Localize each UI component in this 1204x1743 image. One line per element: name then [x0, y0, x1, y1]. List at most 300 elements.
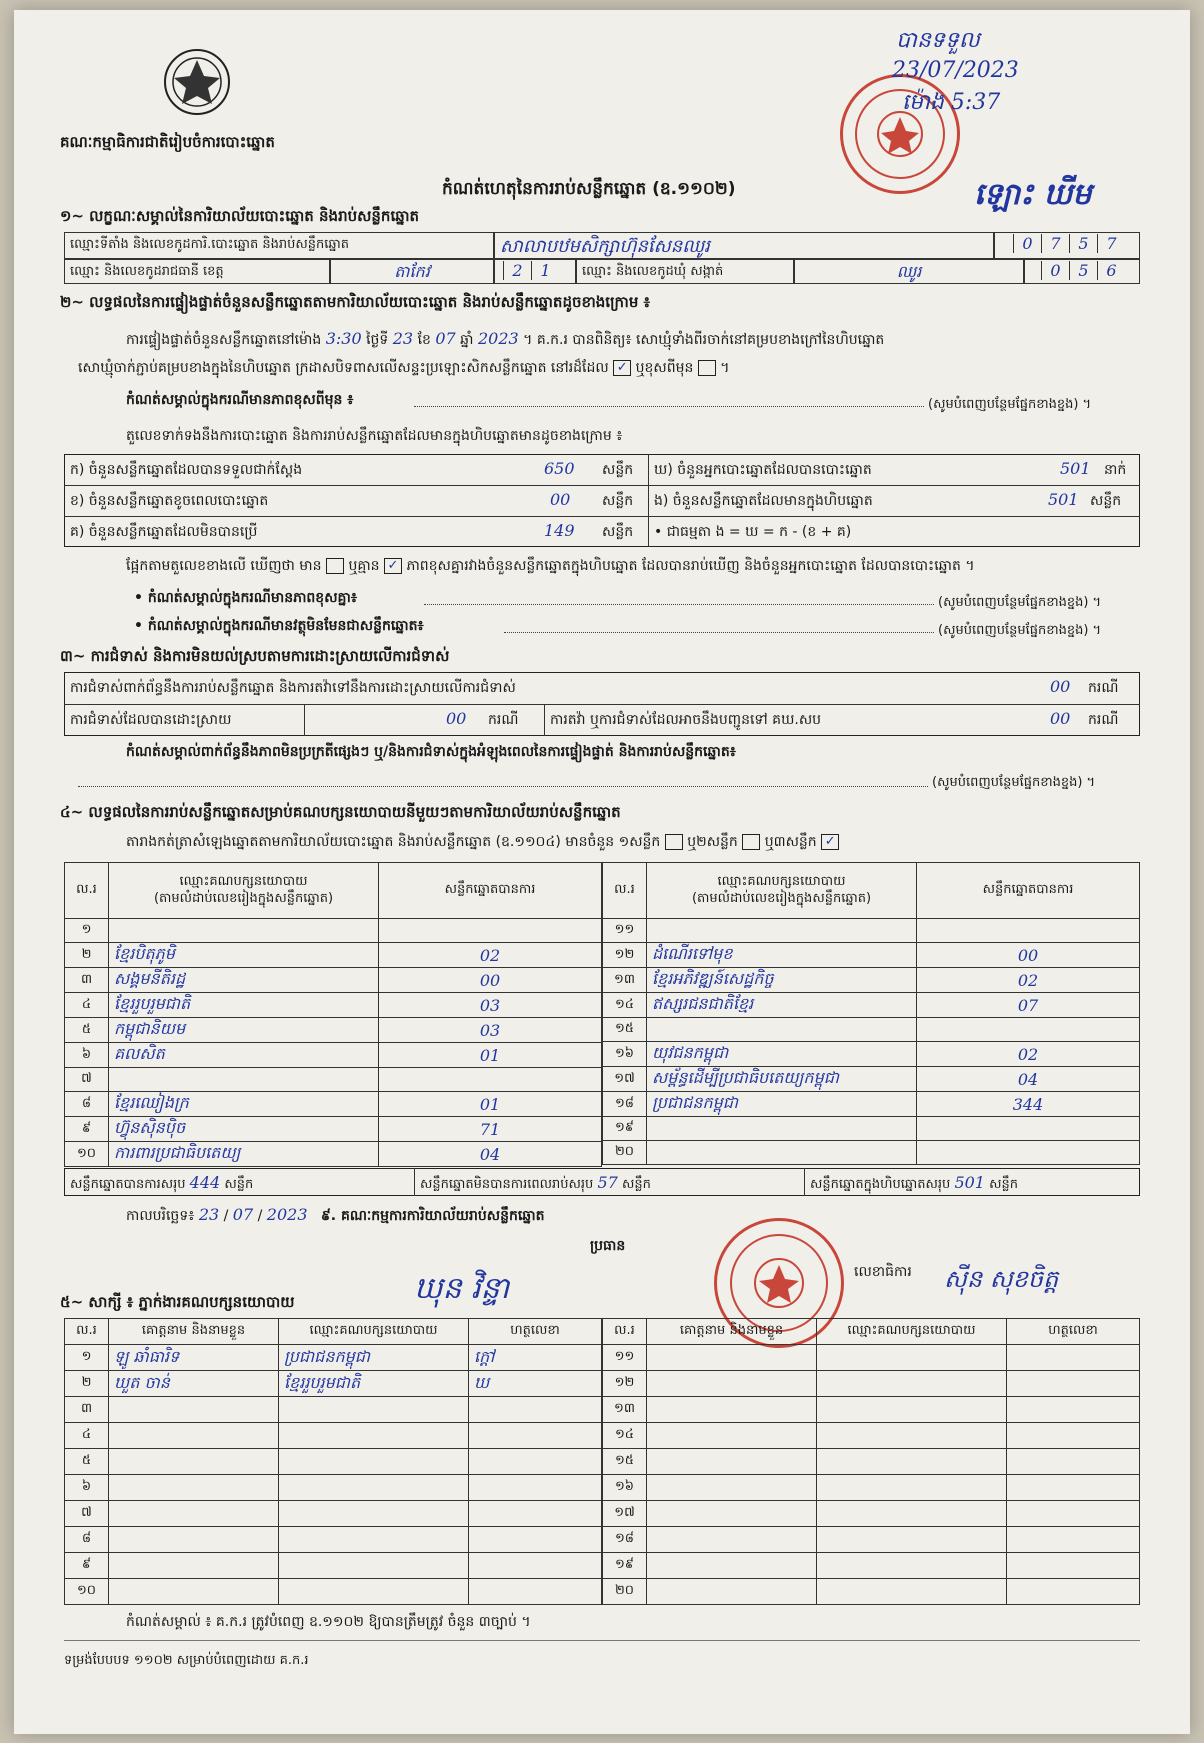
witness-signature — [469, 1501, 602, 1527]
verify-text-d: ឆ្នាំ — [460, 332, 474, 348]
table-row — [603, 1092, 1140, 1117]
received-date-note: 23/07/2023 — [892, 58, 1019, 83]
one-sheet-checkbox[interactable] — [665, 834, 683, 850]
figure-d-value: 501 — [1060, 459, 1091, 478]
party-votes — [917, 1117, 1140, 1141]
figure-a-unit: សន្លឹក — [602, 462, 634, 478]
witness-name — [109, 1579, 279, 1605]
col-header-party-sub: (តាមលំដាប់លេខរៀងក្នុងសន្លឹកឆ្នោត) — [691, 890, 872, 906]
witness-name: ឡូ ឆាំធារិទ — [109, 1345, 279, 1371]
secretary-label: លេខាធិការ — [854, 1264, 912, 1280]
party-votes: 02 — [379, 943, 602, 968]
witness-signature — [469, 1579, 602, 1605]
party-votes: 04 — [917, 1067, 1140, 1092]
row1-code-digit: 7 — [1041, 234, 1069, 253]
row-number: ២០ — [603, 1141, 647, 1165]
witness-table-left — [64, 1318, 602, 1605]
table-row — [603, 1475, 1140, 1501]
row2-code-digit: 2 — [503, 261, 531, 280]
table-row — [65, 968, 602, 993]
figures-row-line — [64, 485, 1140, 486]
row-number: ១១ — [603, 1345, 647, 1371]
figure-e-label: ង) ចំនួនសន្លឹកឆ្នោតដែលមានក្នុងហិបឆ្នោត — [654, 493, 873, 509]
table-row — [65, 1345, 602, 1371]
table-row — [603, 1527, 1140, 1553]
row1-code-digit: 0 — [1013, 234, 1041, 253]
witness-name — [647, 1371, 817, 1397]
table-row — [65, 1092, 602, 1117]
row1-value: សាលាបឋមសិក្សាហ៊ុនសែនឈូរ — [494, 232, 994, 259]
committee-label: ៩. គណៈកម្មការការិយាល័យរាប់សន្លឹកឆ្នោត — [320, 1208, 545, 1224]
witness-name — [647, 1579, 817, 1605]
witness-party — [817, 1475, 1007, 1501]
fill-hint: (សូមបំពេញបន្ថែមផ្នែកខាងខ្នង) ។ — [928, 397, 1092, 412]
party-votes: 02 — [917, 1042, 1140, 1067]
witness-name — [109, 1501, 279, 1527]
received-time-note: ម៉ោង 5:37 — [902, 90, 1001, 115]
witness-signature: ឃ — [469, 1371, 602, 1397]
table-row — [65, 1018, 602, 1043]
figures-divider — [648, 454, 649, 547]
figure-e-value: 501 — [1048, 490, 1079, 509]
table-row — [603, 1579, 1140, 1605]
row-number: ៧ — [65, 1068, 109, 1092]
table-row — [65, 1142, 602, 1167]
table-row — [65, 993, 602, 1018]
figures-row-line — [64, 516, 1140, 517]
row-number: ១ — [65, 919, 109, 943]
row-number: ២ — [65, 1371, 109, 1397]
row-number: ៨ — [65, 1527, 109, 1553]
no-difference-checkbox[interactable]: ✓ — [384, 558, 402, 574]
complaints-row2-value: 00 — [446, 709, 467, 728]
party-name: ហ៊្វុនស៊ិនប៉ិច — [109, 1117, 379, 1142]
row-number: ៥ — [65, 1449, 109, 1475]
row-number: ១៨ — [603, 1092, 647, 1117]
party-votes: 344 — [917, 1092, 1140, 1117]
complaints-unit: ករណី — [1088, 712, 1119, 728]
party-votes: 00 — [379, 968, 602, 993]
total-valid-label: សន្លឹកឆ្នោតបានការសរុប — [70, 1177, 186, 1192]
row2-commune-digit: 5 — [1069, 261, 1097, 280]
witness-party — [817, 1449, 1007, 1475]
row-number: ១២ — [603, 943, 647, 968]
total-box-label: សន្លឹកឆ្នោតក្នុងហិបឆ្នោតសរុប — [810, 1177, 951, 1192]
witness-party — [279, 1475, 469, 1501]
witness-name — [647, 1449, 817, 1475]
witness-party — [279, 1423, 469, 1449]
complaints-row1-value: 00 — [1050, 677, 1071, 696]
table-row — [603, 1067, 1140, 1092]
party-votes: 03 — [379, 993, 602, 1018]
witness-name — [647, 1345, 817, 1371]
row2-commune-code — [1024, 259, 1140, 284]
witness-signature — [1007, 1553, 1140, 1579]
table-row — [65, 1117, 602, 1142]
verify-day: 23 — [392, 329, 414, 348]
form-title: កំណត់ហេតុនៃការរាប់សន្លឹកឆ្នោត (ឧ.១១០២) — [442, 179, 736, 199]
witness-left-body — [65, 1345, 602, 1605]
row2-commune-digit: 0 — [1041, 261, 1069, 280]
verify-text-c: ខែ — [417, 332, 431, 348]
party-name: សម្ព័ន្ធដើម្បីប្រជាធិបតេយ្យកម្ពុជា — [647, 1067, 917, 1092]
party-name — [647, 1141, 917, 1165]
verify-time: 3:30 — [325, 329, 362, 348]
ministry-name: គណៈកម្មាធិការជាតិរៀបចំការបោះឆ្នោត — [60, 133, 275, 151]
same-as-before-checkbox[interactable]: ✓ — [613, 360, 631, 376]
row-number: ១៣ — [603, 1397, 647, 1423]
table-row — [65, 919, 602, 943]
row-number: ១៥ — [603, 1449, 647, 1475]
table-row — [603, 1371, 1140, 1397]
party-votes: 01 — [379, 1092, 602, 1117]
row-number: ១២ — [603, 1371, 647, 1397]
table-row — [603, 1449, 1140, 1475]
date-day: 23 — [198, 1205, 220, 1224]
row-number: ១៨ — [603, 1527, 647, 1553]
witness-party — [817, 1345, 1007, 1371]
witness-name — [647, 1501, 817, 1527]
total-invalid-value: 57 — [597, 1173, 618, 1192]
total-valid — [70, 1174, 253, 1193]
witness-note: កំណត់សម្គាល់ ៖ គ.ក.រ ត្រូវបំពេញ ឧ.១១០២ ឱ្យបានត្រឹមត្រូវ ចំនួន ៣ច្បាប់ ។ — [126, 1614, 531, 1630]
row-number: ១១ — [603, 919, 647, 943]
figure-e-unit: សន្លឹក — [1090, 493, 1122, 509]
total-unit: សន្លឹក — [989, 1177, 1019, 1192]
table-row — [603, 1397, 1140, 1423]
party-name: ការពារប្រជាធិបតេយ្យ — [109, 1142, 379, 1167]
bullet-difference: • កំណត់សម្គាល់ក្នុងករណីមានភាពខុសគ្នា៖ — [134, 590, 358, 606]
section5-title: ៥~ សាក្សី ៖ ភ្នាក់ងារគណបក្សនយោបាយ — [60, 1293, 295, 1311]
verification-line — [126, 330, 884, 348]
table-row — [603, 993, 1140, 1018]
row-number: ៤ — [65, 1423, 109, 1449]
witness-col-sign: ហត្ថលេខា — [469, 1319, 602, 1345]
party-votes: 03 — [379, 1018, 602, 1043]
row2-label: ឈ្មោះ និងលេខកូដរាជធានី ខេត្ត — [64, 259, 330, 284]
witness-col-name: គោត្តនាម និងនាមខ្លួន — [647, 1319, 817, 1345]
party-name — [109, 1068, 379, 1092]
table-row — [65, 1068, 602, 1092]
col-header-no: ល.រ — [603, 863, 647, 919]
row2-commune-label: ឈ្មោះ និងលេខកូដឃុំ សង្កាត់ — [576, 259, 794, 284]
dotted-line — [414, 406, 924, 407]
witness-party — [279, 1397, 469, 1423]
table-row — [603, 1141, 1140, 1165]
witness-col-party: ឈ្មោះគណបក្សនយោបាយ — [817, 1319, 1007, 1345]
witness-signature — [469, 1397, 602, 1423]
table-row — [65, 1501, 602, 1527]
row-number: ៨ — [65, 1092, 109, 1117]
figures-intro: តួលេខទាក់ទងនឹងការបោះឆ្នោត និងការរាប់សន្លឹកឆ្នោតដែលមានក្នុងហិបឆ្នោតមានដូចខាងក្រោម ៖ — [126, 428, 623, 444]
compare-line — [126, 558, 975, 574]
figure-formula: • ជាធម្មតា ង = ឃ = ក - (ខ + គ) — [654, 524, 852, 540]
col-header-no: ល.រ — [65, 863, 109, 919]
table-row — [65, 1579, 602, 1605]
figure-a-value: 650 — [544, 459, 575, 478]
witness-signature — [469, 1475, 602, 1501]
fill-hint: (សូមបំពេញបន្ថែមផ្នែកខាងខ្នង) ។ — [938, 595, 1102, 610]
row2-code-digit: 1 — [531, 261, 559, 280]
row-number: ១៦ — [603, 1475, 647, 1501]
witness-right-body — [603, 1345, 1140, 1605]
row-number: ៤ — [65, 993, 109, 1018]
table-row — [603, 1553, 1140, 1579]
witness-name — [647, 1423, 817, 1449]
witness-name — [109, 1423, 279, 1449]
witness-col-sign: ហត្ថលេខា — [1007, 1319, 1140, 1345]
row-number: ៥ — [65, 1018, 109, 1043]
footer-note: ទម្រង់បែបបទ ១១០២ សម្រាប់បំពេញដោយ គ.ក.រ — [64, 1653, 309, 1668]
row1-code-digit: 7 — [1097, 234, 1125, 253]
table-row — [65, 1553, 602, 1579]
verify-text-a: ការផ្ទៀងផ្ទាត់ចំនួនសន្លឹកឆ្នោតនៅម៉ោង — [126, 332, 322, 348]
witness-party — [279, 1527, 469, 1553]
witness-signature — [469, 1449, 602, 1475]
fill-hint: (សូមបំពេញបន្ថែមផ្នែកខាងខ្នង) ។ — [932, 775, 1096, 790]
witness-party — [279, 1449, 469, 1475]
party-votes: 71 — [379, 1117, 602, 1142]
secretary-signature: ស៊ីន សុខចិត្ត — [944, 1265, 1059, 1293]
handwritten-name: ឡោះ ឃីម — [974, 177, 1092, 212]
col-header-party-label: ឈ្មោះគណបក្សនយោបាយ — [717, 873, 846, 889]
witness-party — [817, 1579, 1007, 1605]
row-number: ២ — [65, 943, 109, 968]
table-row — [603, 1042, 1140, 1067]
party-name: សង្គមនីតិរដ្ឋ — [109, 968, 379, 993]
party-votes — [917, 919, 1140, 943]
witness-signature — [469, 1553, 602, 1579]
witness-name — [647, 1475, 817, 1501]
witness-name — [109, 1449, 279, 1475]
tally-sheet-line — [126, 834, 839, 850]
witness-party: ប្រជាជនកម្ពុជា — [279, 1345, 469, 1371]
different-checkbox[interactable] — [698, 360, 716, 376]
party-name: គលសិត — [109, 1043, 379, 1068]
totals-divider — [804, 1168, 805, 1196]
witness-table-right — [602, 1318, 1140, 1605]
seal-text-mid: ឬខុសពីមុន — [635, 360, 694, 376]
party-votes: 04 — [379, 1142, 602, 1167]
witness-signature — [1007, 1345, 1140, 1371]
complaints-row2-mid-value: 00 — [1050, 709, 1071, 728]
section3-title: ៣~ ការជំទាស់ និងការមិនយល់ស្របតាមការដោះស្រាយលើការជំទាស់ — [60, 647, 450, 665]
row1-code — [994, 232, 1140, 259]
dotted-line — [424, 604, 934, 605]
table-row — [603, 919, 1140, 943]
witness-signature — [469, 1527, 602, 1553]
document-page — [14, 10, 1190, 1734]
total-invalid — [420, 1174, 651, 1193]
party-name: ខ្មែរឈៀងក្រ — [109, 1092, 379, 1117]
difference-note-label: កំណត់សម្គាល់ក្នុងករណីមានភាពខុសពីមុន ៖ — [126, 392, 354, 408]
witness-party: ខ្មែររួបរួមជាតិ — [279, 1371, 469, 1397]
party-votes: 01 — [379, 1043, 602, 1068]
complaints-unit: ករណី — [1088, 680, 1119, 696]
table-row — [603, 1117, 1140, 1141]
section2-title: ២~ លទ្ធផលនៃការផ្ទៀងផ្ទាត់ចំនួនសន្លឹកឆ្នោតតាមការិយាល័យបោះឆ្នោត និងរាប់សន្លឹកឆ្នោតដូចខាងក្រោម ៖ — [60, 293, 651, 311]
row-number: ៦ — [65, 1043, 109, 1068]
witness-signature: ក្តៅ — [469, 1345, 602, 1371]
row-number: ១៧ — [603, 1501, 647, 1527]
witness-col-no: ល.រ — [603, 1319, 647, 1345]
row-number: ១០ — [65, 1579, 109, 1605]
col-header-votes: សន្លឹកឆ្នោតបានការ — [379, 863, 602, 919]
party-name — [109, 919, 379, 943]
col-header-party-sub: (តាមលំដាប់លេខរៀងក្នុងសន្លឹកឆ្នោត) — [153, 890, 334, 906]
row-number: ១៤ — [603, 993, 647, 1018]
tally-text-a: តារាងកត់ត្រាសំឡេងឆ្នោតតាមការិយាល័យបោះឆ្នោត និងរាប់សន្លឹកឆ្នោត (ឧ.១១០៤) មានចំនួន ១សន្លឹក — [126, 834, 661, 850]
table-row — [603, 968, 1140, 993]
seal-line — [78, 360, 730, 376]
party-name: យុវជនកម្ពុជា — [647, 1042, 917, 1067]
table-row — [603, 1423, 1140, 1449]
witness-party — [817, 1397, 1007, 1423]
total-unit: សន្លឹក — [621, 1177, 651, 1192]
row-number: ១០ — [65, 1142, 109, 1167]
seal-text-end: ។ — [720, 360, 730, 376]
party-votes — [379, 1068, 602, 1092]
verify-month: 07 — [435, 329, 456, 348]
table-row — [65, 1423, 602, 1449]
irregularity-note: កំណត់សម្គាល់ពាក់ព័ន្ធនឹងភាពមិនប្រក្រតីផ្សេងៗ ឬ/និងការជំទាស់ក្នុងអំឡុងពេលនៃការផ្ទៀងផ្ទាត់ និងការរាប់សន្លឹកឆ្នោត៖ — [126, 744, 736, 760]
witness-name — [109, 1527, 279, 1553]
witness-name — [647, 1527, 817, 1553]
table-row — [65, 1527, 602, 1553]
col-header-party — [647, 863, 917, 919]
date-year: 2023 — [266, 1205, 308, 1224]
witness-signature — [1007, 1501, 1140, 1527]
witness-signature — [1007, 1371, 1140, 1397]
witness-party — [817, 1553, 1007, 1579]
row2-province-code — [494, 259, 576, 284]
witness-signature — [1007, 1449, 1140, 1475]
figure-c-label: គ) ចំនួនសន្លឹកឆ្នោតដែលមិនបានប្រើ — [70, 524, 258, 540]
dotted-line — [78, 786, 928, 787]
witness-signature — [1007, 1475, 1140, 1501]
complaints-row-line — [64, 704, 1140, 705]
party-name — [647, 919, 917, 943]
party-name: ខ្មែរបិតុភូមិ — [109, 943, 379, 968]
verify-year: 2023 — [477, 329, 519, 348]
totals-divider — [414, 1168, 415, 1196]
party-name — [647, 1018, 917, 1042]
witness-party — [279, 1501, 469, 1527]
witness-signature — [1007, 1423, 1140, 1449]
col-header-votes: សន្លឹកឆ្នោតបានការ — [917, 863, 1140, 919]
figure-c-value: 149 — [544, 521, 575, 540]
tally-text-c: ឬ៣សន្លឹក — [764, 834, 817, 850]
has-difference-checkbox[interactable] — [326, 558, 344, 574]
date-month: 07 — [232, 1205, 254, 1224]
witness-party — [279, 1553, 469, 1579]
party-name: ប្រជាជនកម្ពុជា — [647, 1092, 917, 1117]
row-number: ១៦ — [603, 1042, 647, 1067]
emblem-logo — [162, 46, 232, 118]
col-header-party — [109, 863, 379, 919]
row-number: ១៩ — [603, 1553, 647, 1579]
complaints-row2-mid-label: ការតវ៉ា ឬការជំទាស់ដែលអាចនឹងបញ្ជូនទៅ គឃ.សប — [550, 712, 822, 728]
complaints-divider — [304, 704, 305, 736]
row-number: ១៤ — [603, 1423, 647, 1449]
figure-d-unit: នាក់ — [1104, 462, 1127, 478]
verify-text-b: ថ្ងៃទី — [366, 332, 389, 348]
figure-b-unit: សន្លឹក — [602, 493, 634, 509]
witness-party — [817, 1423, 1007, 1449]
table-row — [65, 1397, 602, 1423]
witness-signature — [1007, 1397, 1140, 1423]
party-name: ខ្មែររួបរួមជាតិ — [109, 993, 379, 1018]
fill-hint: (សូមបំពេញបន្ថែមផ្នែកខាងខ្នង) ។ — [938, 623, 1102, 638]
date-line: កាលបរិច្ឆេទ៖ 23 / 07 / 2023 ៩. គណៈកម្មការការិយាល័យរាប់សន្លឹកឆ្នោត — [126, 1205, 545, 1224]
table-row — [65, 1371, 602, 1397]
chair-signature: ឃុន វិន្ទា — [414, 1271, 510, 1306]
verify-text-e: ។ គ.ក.រ បានពិនិត្យ៖ សោឃ្មុំទាំងពីរចាក់នៅគម្របខាងក្រៅនៃហិបឆ្នោត — [523, 332, 885, 348]
complaints-divider — [544, 704, 545, 736]
figure-b-value: 00 — [550, 490, 571, 509]
table-row — [603, 1501, 1140, 1527]
table-row — [65, 943, 602, 968]
party-votes: 02 — [917, 968, 1140, 993]
tally-text-b: ឬ២សន្លឹក — [687, 834, 738, 850]
total-unit: សន្លឹក — [224, 1177, 254, 1192]
witness-signature — [1007, 1527, 1140, 1553]
row-number: ២០ — [603, 1579, 647, 1605]
witness-name — [647, 1553, 817, 1579]
total-valid-value: 444 — [189, 1173, 221, 1192]
results-left-body — [65, 919, 602, 1167]
two-sheet-checkbox[interactable] — [742, 834, 760, 850]
party-name: ខ្មែរអភិវឌ្ឍន៍សេដ្ឋកិច្ច — [647, 968, 917, 993]
compare-text-b: ឬគ្មាន — [348, 558, 380, 574]
witness-name — [109, 1397, 279, 1423]
row-number: ១៩ — [603, 1117, 647, 1141]
three-sheet-checkbox[interactable]: ✓ — [821, 834, 839, 850]
witness-party — [279, 1579, 469, 1605]
received-note: បានទទួល — [896, 28, 980, 53]
witness-name — [109, 1553, 279, 1579]
figure-a-label: ក) ចំនួនសន្លឹកឆ្នោតដែលបានទទួលជាក់ស្តែង — [70, 462, 303, 478]
complaints-row2-label: ការជំទាស់ដែលបានដោះស្រាយ — [70, 712, 232, 728]
witness-col-party: ឈ្មោះគណបក្សនយោបាយ — [279, 1319, 469, 1345]
party-votes — [917, 1141, 1140, 1165]
date-label: កាលបរិច្ឆេទ៖ — [126, 1208, 195, 1224]
bullet-nonballot: • កំណត់សម្គាល់ក្នុងករណីមានវត្ថុមិនមែនជាសន្លឹកឆ្នោត៖ — [134, 618, 424, 634]
witness-party — [817, 1371, 1007, 1397]
party-name: ឥស្សរជនជាតិខ្មែរ — [647, 993, 917, 1018]
witness-name: ឃួត ចាន់ — [109, 1371, 279, 1397]
witness-name — [109, 1475, 279, 1501]
row-number: ១ — [65, 1345, 109, 1371]
total-box — [810, 1174, 1018, 1193]
results-table-right — [602, 862, 1140, 1165]
party-name: កម្ពុជានិយម — [109, 1018, 379, 1043]
figure-c-unit: សន្លឹក — [602, 524, 634, 540]
table-row — [65, 1449, 602, 1475]
party-votes: 07 — [917, 993, 1140, 1018]
row-number: ៩ — [65, 1553, 109, 1579]
compare-text-c: ភាពខុសគ្នារវាងចំនួនសន្លឹកឆ្នោតក្នុងហិបឆ្នោត ដែលបានរាប់ឃើញ និងចំនួនអ្នកបោះឆ្នោត ដែលបានបោះឆ្នោត ។ — [406, 558, 975, 574]
row-number: ៩ — [65, 1117, 109, 1142]
witness-party — [817, 1501, 1007, 1527]
witness-party — [817, 1527, 1007, 1553]
party-name — [647, 1117, 917, 1141]
table-row — [65, 1475, 602, 1501]
row-number: ៣ — [65, 1397, 109, 1423]
witness-signature — [1007, 1579, 1140, 1605]
row2-commune: ឈូរ — [794, 259, 1024, 284]
party-votes: 00 — [917, 943, 1140, 968]
